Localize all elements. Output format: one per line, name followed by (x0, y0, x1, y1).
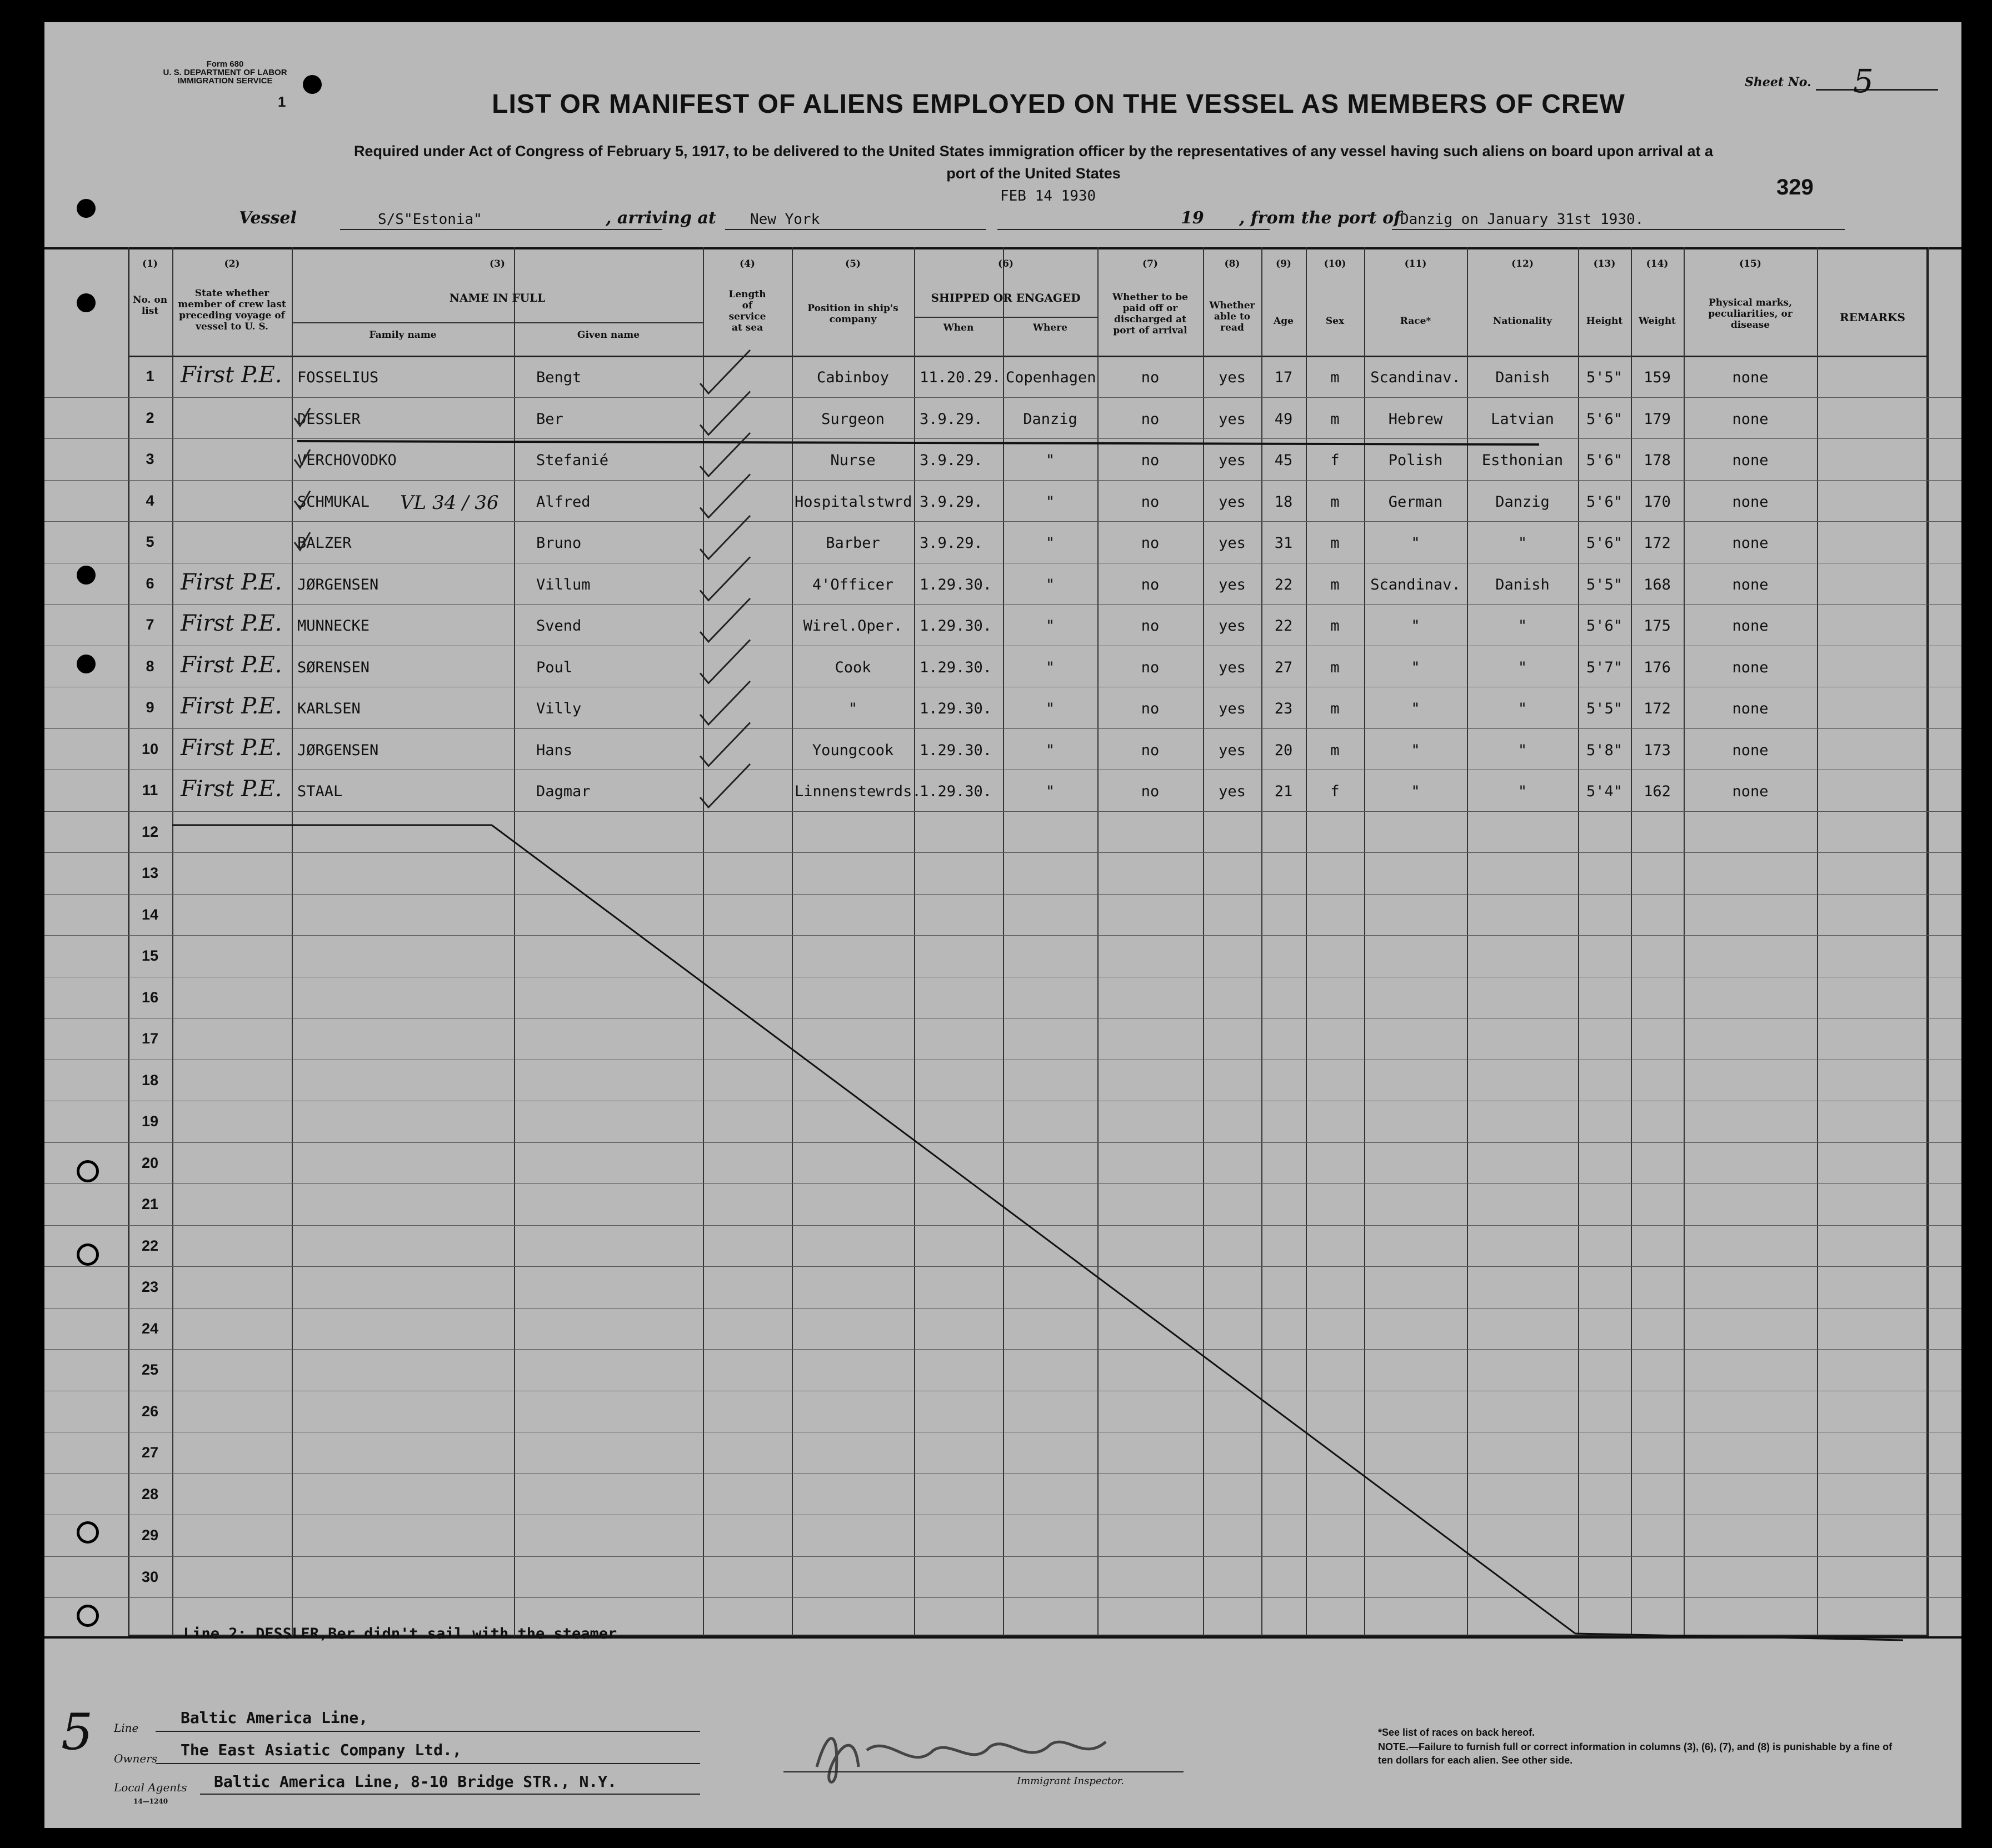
arriving-label: , arriving at (606, 208, 716, 228)
row-number: 2 (146, 409, 154, 426)
arriving-port: New York (750, 211, 820, 228)
age-cell: 22 (1274, 576, 1293, 593)
given-name-cell: Poul (536, 658, 573, 676)
physical-cell: none (1732, 369, 1769, 386)
binder-hole (77, 566, 96, 585)
family-name-cell: SØRENSEN (297, 658, 370, 676)
row-number: 12 (141, 823, 159, 840)
row-number: 8 (146, 657, 154, 675)
physical-cell: none (1732, 741, 1769, 759)
sex-cell: m (1330, 535, 1340, 552)
col-race: Race* (1400, 316, 1431, 327)
nationality-cell: " (1517, 535, 1527, 552)
sex-cell: m (1330, 741, 1340, 759)
previous-voyage-cell: First P.E. (181, 611, 282, 636)
physical-cell: none (1732, 617, 1769, 635)
where-cell: " (1045, 576, 1055, 593)
weight-cell: 173 (1644, 741, 1671, 759)
height-cell: 5'6" (1586, 452, 1623, 469)
weight-cell: 176 (1644, 658, 1671, 676)
col-paid-off: Whether to be paid off or discharged at port of arrival (1112, 292, 1188, 336)
read-cell: yes (1219, 783, 1246, 800)
date-stamp: FEB 14 1930 (1000, 188, 1096, 204)
row-number: 17 (141, 1030, 159, 1047)
height-cell: 5'6" (1586, 493, 1623, 511)
line-rule (156, 1731, 700, 1732)
nationality-cell: Danish (1495, 576, 1550, 593)
service-checkmark (700, 764, 750, 807)
sex-cell: m (1330, 617, 1340, 635)
nationality-cell: " (1517, 700, 1527, 717)
sheet-no: 5 (1853, 62, 1874, 100)
row-number: 3 (146, 451, 154, 467)
when-cell: 1.29.30. (920, 617, 992, 635)
penalty-note: NOTE.—Failure to furnish full or correct information in columns (3), (6), (7), and (8) is punishable by a fine of ten dollars for each alien. See other side. (1378, 1741, 1893, 1766)
row-number: 20 (141, 1154, 159, 1171)
height-cell: 5'5" (1586, 576, 1623, 593)
col-age: Age (1274, 316, 1294, 327)
binder-hole (77, 655, 96, 673)
col-physical: Physical marks, peculiarities, or disease (1708, 297, 1793, 331)
col-family-name: Family name (369, 329, 437, 341)
sheet-no-label: Sheet No. (1745, 75, 1811, 89)
nationality-cell: " (1517, 617, 1527, 635)
corner-mark: 1 (278, 93, 286, 110)
col-state-whether: State whether member of crew last preceding voyage of vessel to U. S. (178, 288, 286, 332)
sex-cell: f (1330, 783, 1340, 800)
age-cell: 20 (1274, 741, 1293, 759)
service-checkmark (700, 640, 750, 683)
read-cell: yes (1219, 369, 1246, 386)
owners-value: The East Asiatic Company Ltd., (181, 1741, 462, 1759)
race-cell: " (1411, 658, 1420, 676)
crew-checkmark (294, 449, 310, 467)
read-cell: yes (1219, 576, 1246, 593)
given-name-cell: Ber (536, 410, 563, 428)
age-cell: 27 (1274, 658, 1293, 676)
nationality-cell: Esthonian (1481, 452, 1564, 469)
paid-off-cell: no (1141, 369, 1160, 386)
race-cell: " (1411, 783, 1420, 800)
col-position: Position in ship's company (807, 303, 898, 325)
row-number: 18 (141, 1071, 159, 1088)
row-number: 24 (141, 1320, 159, 1337)
paid-off-cell: no (1141, 493, 1160, 511)
col-remarks: REMARKS (1840, 311, 1905, 324)
col-weight: Weight (1638, 316, 1676, 327)
weight-cell: 162 (1644, 783, 1671, 800)
sex-cell: f (1330, 452, 1340, 469)
race-cell: " (1411, 535, 1420, 552)
row-number: 10 (141, 740, 159, 757)
crew-checkmark (294, 532, 310, 550)
col-num-9: (9) (1276, 258, 1291, 269)
weight-cell: 159 (1644, 369, 1671, 386)
when-cell: 1.29.30. (920, 741, 992, 759)
owners-rule (156, 1763, 700, 1764)
row-number: 23 (141, 1278, 159, 1295)
inspector-label: Immigrant Inspector. (1017, 1775, 1125, 1787)
given-name-cell: Bruno (536, 535, 582, 552)
service-checkmarks (294, 350, 750, 807)
col-sex: Sex (1325, 316, 1345, 327)
previous-voyage-cell: First P.E. (181, 362, 282, 388)
read-cell: yes (1219, 617, 1246, 635)
position-cell: Nurse (830, 452, 876, 469)
sex-cell: m (1330, 700, 1340, 717)
family-name-cell: STAAL (297, 783, 343, 800)
where-cell: " (1045, 783, 1055, 800)
col-num-13: (13) (1593, 258, 1616, 269)
family-name-cell: BALZER (297, 535, 352, 552)
row-number: 25 (141, 1361, 159, 1378)
when-cell: 11.20.29. (920, 369, 1001, 386)
paid-off-cell: no (1141, 576, 1160, 593)
department: U. S. DEPARTMENT OF LABOR (163, 68, 287, 77)
cancel-tail (1575, 1634, 1903, 1640)
col-num-5: (5) (845, 258, 861, 269)
where-cell: Danzig (1023, 410, 1077, 428)
weight-cell: 178 (1644, 452, 1671, 469)
age-cell: 17 (1274, 369, 1293, 386)
position-cell: Surgeon (821, 410, 885, 428)
position-cell: Wirel.Oper. (803, 617, 903, 635)
col-when: When (943, 322, 974, 333)
service-checkmark (700, 557, 750, 601)
family-name-cell: KARLSEN (297, 700, 361, 717)
nationality-cell: Danish (1495, 369, 1550, 386)
when-cell: 1.29.30. (920, 658, 992, 676)
from-port: Danzig on January 31st 1930. (1400, 211, 1644, 228)
where-cell: Copenhagen (1006, 369, 1096, 386)
col-height: Height (1586, 316, 1623, 327)
year-prefix: 19 (1181, 208, 1204, 228)
given-name-cell: Villy (536, 700, 582, 717)
read-cell: yes (1219, 410, 1246, 428)
weight-cell: 175 (1644, 617, 1671, 635)
physical-cell: none (1732, 410, 1769, 428)
row-number: 7 (146, 616, 154, 633)
age-cell: 49 (1274, 410, 1293, 428)
owners-label: Owners (114, 1752, 158, 1765)
col-num-3: (3) (490, 258, 505, 269)
family-name-cell: JØRGENSEN (297, 576, 379, 593)
position-cell: 4'Officer (812, 576, 894, 593)
service: IMMIGRATION SERVICE (177, 76, 273, 86)
height-cell: 5'6" (1586, 535, 1623, 552)
row-number: 1 (146, 368, 154, 384)
family-name-cell: MUNNECKE (297, 617, 370, 635)
given-name-cell: Alfred (536, 493, 591, 511)
col-num-4: (4) (740, 258, 755, 269)
handwritten-mark: 5 (61, 1703, 93, 1761)
when-cell: 3.9.29. (920, 452, 983, 469)
given-name-cell: Svend (536, 617, 582, 635)
row-number: 13 (141, 865, 159, 881)
col-num-10: (10) (1324, 258, 1346, 269)
col-no-on-list: No. on list (132, 294, 168, 317)
family-name-cell: SCHMUKAL (297, 493, 370, 511)
position-cell: Linnenstewrds. (795, 783, 921, 800)
read-cell: yes (1219, 452, 1246, 469)
row-number: 26 (141, 1402, 159, 1420)
manifest-sheet (44, 22, 1961, 1828)
height-cell: 5'6" (1586, 617, 1623, 635)
read-cell: yes (1219, 493, 1246, 511)
height-cell: 5'4" (1586, 783, 1623, 800)
crew-checkmark (294, 408, 310, 426)
weight-cell: 179 (1644, 410, 1671, 428)
given-name-cell: Dagmar (536, 783, 591, 800)
race-cell: " (1411, 617, 1420, 635)
previous-voyage-cell: First P.E. (181, 735, 282, 761)
row-number: 22 (141, 1237, 159, 1254)
sex-cell: m (1330, 658, 1340, 676)
previous-voyage-cell: First P.E. (181, 652, 282, 678)
service-checkmark (700, 350, 750, 393)
sex-cell: m (1330, 493, 1340, 511)
row-number: 4 (146, 492, 154, 509)
age-cell: 45 (1274, 452, 1293, 469)
position-cell: Cook (835, 658, 871, 676)
family-name-cell: FOSSELIUS (297, 369, 379, 386)
service-checkmark (700, 516, 750, 559)
physical-cell: none (1732, 452, 1769, 469)
row-number: 19 (141, 1113, 159, 1130)
service-checkmark (700, 681, 750, 725)
note-line-2: Line 2: DESSLER,Ber didn't sail with the steamer. (183, 1625, 626, 1642)
where-cell: " (1045, 741, 1055, 759)
family-name-cell: JØRGENSEN (297, 741, 379, 759)
where-cell: " (1045, 700, 1055, 717)
sex-cell: m (1330, 410, 1340, 428)
form-code: 14—1240 (133, 1797, 168, 1805)
race-cell: Scandinav. (1370, 576, 1461, 593)
row-number: 5 (146, 533, 154, 550)
where-cell: " (1045, 658, 1055, 676)
age-cell: 31 (1274, 535, 1293, 552)
col-nationality: Nationality (1492, 316, 1552, 327)
paid-off-cell: no (1141, 700, 1160, 717)
row-number: 11 (142, 782, 158, 798)
service-checkmark (700, 723, 750, 766)
nationality-cell: " (1517, 658, 1527, 676)
binder-hole (77, 199, 96, 218)
read-cell: yes (1219, 658, 1246, 676)
position-cell: Youngcook (812, 741, 894, 759)
previous-voyage-cell: First P.E. (181, 569, 282, 595)
where-cell: " (1045, 452, 1055, 469)
physical-cell: none (1732, 493, 1769, 511)
col-num-15: (15) (1739, 258, 1761, 269)
race-cell: Polish (1388, 452, 1443, 469)
page-number: 329 (1776, 175, 1814, 199)
col-num-7: (7) (1142, 258, 1158, 269)
when-cell: 3.9.29. (920, 410, 983, 428)
vessel-label: Vessel (239, 208, 297, 228)
age-cell: 23 (1274, 700, 1293, 717)
annotation-vl: VL 34 / 36 (400, 492, 499, 514)
inspector-rule (783, 1771, 1184, 1772)
line-value: Baltic America Line, (181, 1709, 368, 1727)
race-cell: " (1411, 741, 1420, 759)
paid-off-cell: no (1141, 410, 1160, 428)
row-2-strikethrough (297, 441, 1539, 444)
see-races-note: *See list of races on back hereof. (1378, 1727, 1535, 1738)
height-cell: 5'7" (1586, 658, 1623, 676)
family-name-cell: VERCHOVODKO (297, 452, 397, 469)
where-cell: " (1045, 535, 1055, 552)
row-number: 14 (141, 906, 159, 923)
sex-cell: m (1330, 369, 1340, 386)
paid-off-cell: no (1141, 452, 1160, 469)
position-cell: " (848, 700, 858, 717)
position-cell: Barber (826, 535, 880, 552)
vessel-name: S/S"Estonia" (378, 211, 482, 228)
col-given-name: Given name (577, 329, 640, 341)
given-name-cell: Stefanié (536, 452, 609, 469)
previous-voyage-cell: First P.E. (181, 776, 282, 802)
cancel-diagonal (492, 825, 1575, 1634)
row-number: 9 (146, 699, 154, 716)
row-number: 6 (146, 575, 154, 592)
nationality-cell: " (1517, 741, 1527, 759)
sex-cell: m (1330, 576, 1340, 593)
when-cell: 3.9.29. (920, 493, 983, 511)
given-name-cell: Bengt (536, 369, 582, 386)
physical-cell: none (1732, 783, 1769, 800)
nationality-cell: " (1517, 783, 1527, 800)
binder-hole (77, 1521, 99, 1544)
given-name-cell: Villum (536, 576, 591, 593)
row-number: 15 (141, 947, 159, 964)
physical-cell: none (1732, 576, 1769, 593)
age-cell: 21 (1274, 783, 1293, 800)
physical-cell: none (1732, 658, 1769, 676)
where-cell: " (1045, 617, 1055, 635)
row-number: 28 (141, 1485, 159, 1502)
paid-off-cell: no (1141, 617, 1160, 635)
race-cell: German (1388, 493, 1443, 511)
physical-cell: none (1732, 535, 1769, 552)
form-number: Form 680 (206, 59, 244, 69)
weight-cell: 168 (1644, 576, 1671, 593)
agents-value: Baltic America Line, 8-10 Bridge STR., N.Y. (214, 1772, 617, 1791)
form-subtitle-2: port of the United States (946, 165, 1121, 182)
col-num-1: (1) (142, 258, 158, 269)
binder-hole (77, 1160, 99, 1182)
paid-off-cell: no (1141, 535, 1160, 552)
race-cell: Hebrew (1388, 410, 1443, 428)
nationality-cell: Danzig (1495, 493, 1550, 511)
when-cell: 1.29.30. (920, 576, 992, 593)
row-number: 29 (141, 1527, 159, 1544)
row-number: 30 (141, 1568, 159, 1585)
height-cell: 5'5" (1586, 369, 1623, 386)
weight-cell: 172 (1644, 535, 1671, 552)
col-where: Where (1032, 322, 1068, 333)
race-cell: " (1411, 700, 1420, 717)
col-num-8: (8) (1224, 258, 1240, 269)
age-cell: 18 (1274, 493, 1293, 511)
crew-checkmark (294, 491, 310, 509)
previous-voyage-cell: First P.E. (181, 693, 282, 719)
position-cell: Cabinboy (816, 369, 890, 386)
family-name-cell: DESSLER (297, 410, 361, 428)
given-name-cell: Hans (536, 741, 573, 759)
col-num-14: (14) (1646, 258, 1669, 269)
binder-hole (77, 1605, 99, 1627)
col-num-11: (11) (1404, 258, 1427, 269)
agents-label: Local Agents (114, 1781, 187, 1794)
physical-cell: none (1732, 700, 1769, 717)
when-cell: 1.29.30. (920, 783, 992, 800)
paid-off-cell: no (1141, 783, 1160, 800)
read-cell: yes (1219, 700, 1246, 717)
service-checkmark (700, 433, 750, 476)
from-label: , from the port of (1239, 208, 1401, 228)
height-cell: 5'6" (1586, 410, 1623, 428)
binder-hole (77, 1243, 99, 1266)
paid-off-cell: no (1141, 741, 1160, 759)
height-cell: 5'8" (1586, 741, 1623, 759)
form-subtitle-1: Required under Act of Congress of February 5, 1917, to be delivered to the United States immigration officer by the representatives of any vessel having such aliens on board upon arrival at a (353, 143, 1714, 159)
position-cell: Hospitalstwrd (795, 493, 912, 511)
service-checkmark (700, 598, 750, 642)
race-cell: Scandinav. (1370, 369, 1461, 386)
height-cell: 5'5" (1586, 700, 1623, 717)
weight-cell: 172 (1644, 700, 1671, 717)
service-checkmark (700, 392, 750, 435)
read-cell: yes (1219, 535, 1246, 552)
agents-rule (200, 1794, 700, 1795)
read-cell: yes (1219, 741, 1246, 759)
col-num-12: (12) (1511, 258, 1534, 269)
nationality-cell: Latvian (1491, 410, 1554, 428)
col-num-6: (6) (998, 258, 1014, 269)
form-title: LIST OR MANIFEST OF ALIENS EMPLOYED ON THE VESSEL AS MEMBERS OF CREW (492, 89, 1625, 119)
weight-cell: 170 (1644, 493, 1671, 511)
row-number: 16 (141, 988, 159, 1006)
age-cell: 22 (1274, 617, 1293, 635)
paid-off-cell: no (1141, 658, 1160, 676)
line-label: Line (114, 1721, 139, 1735)
when-cell: 1.29.30. (920, 700, 992, 717)
where-cell: " (1045, 493, 1055, 511)
col-shipped: SHIPPED OR ENGAGED (931, 291, 1081, 304)
service-checkmark (700, 475, 750, 518)
col-name-in-full: NAME IN FULL (449, 291, 546, 304)
row-number: 21 (141, 1196, 159, 1212)
col-able-read: Whether able to read (1209, 300, 1255, 333)
col-num-2: (2) (224, 258, 240, 269)
binder-hole (77, 293, 96, 312)
when-cell: 3.9.29. (920, 535, 983, 552)
pen-marks (44, 22, 1961, 1828)
row-number: 27 (141, 1444, 159, 1461)
col-length-service: Length of service at sea (728, 289, 766, 333)
